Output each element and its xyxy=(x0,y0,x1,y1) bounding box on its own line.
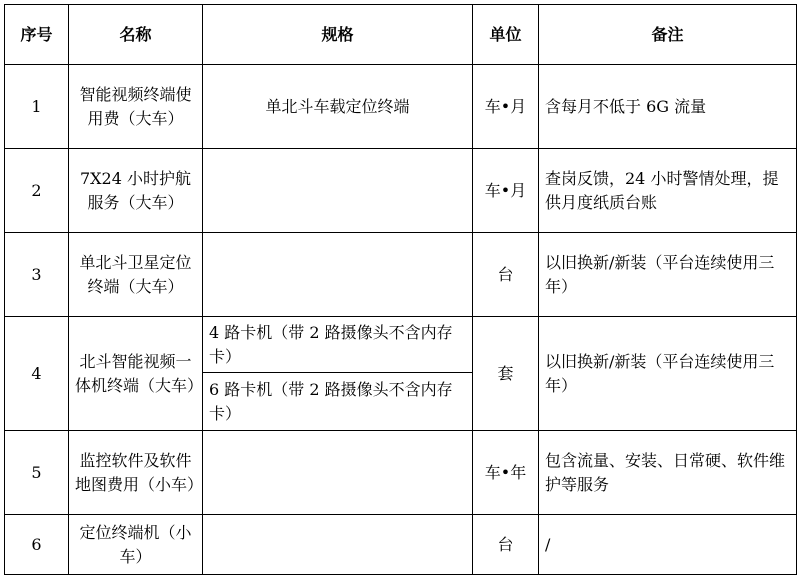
header-unit: 单位 xyxy=(473,5,539,65)
row-unit: 车•月 xyxy=(473,65,539,149)
row-seq: 6 xyxy=(5,515,69,575)
row-note: / xyxy=(539,515,797,575)
header-seq: 序号 xyxy=(5,5,69,65)
row-name: 北斗智能视频一体机终端（大车） xyxy=(69,317,203,431)
row-name: 单北斗卫星定位终端（大车） xyxy=(69,233,203,317)
row-unit: 套 xyxy=(473,317,539,431)
table-row xyxy=(5,233,797,317)
header-spec: 规格 xyxy=(203,5,473,65)
row-name: 7X24 小时护航服务（大车） xyxy=(69,149,203,233)
row-seq: 4 xyxy=(5,317,69,431)
row-seq: 5 xyxy=(5,431,69,515)
table-row xyxy=(5,431,797,515)
row-note: 以旧换新/新装（平台连续使用三年） xyxy=(539,233,797,317)
table-row xyxy=(5,515,797,575)
header-note: 备注 xyxy=(539,5,797,65)
row-spec xyxy=(203,431,473,515)
table-row xyxy=(5,317,797,373)
row-spec xyxy=(203,149,473,233)
row-name: 智能视频终端使用费（大车） xyxy=(69,65,203,149)
spec-table xyxy=(4,4,797,575)
header-row xyxy=(5,5,797,65)
row-note: 查岗反馈，24 小时警情处理，提供月度纸质台账 xyxy=(539,149,797,233)
header-name: 名称 xyxy=(69,5,203,65)
row-note: 含每月不低于 6G 流量 xyxy=(539,65,797,149)
row-unit: 车•年 xyxy=(473,431,539,515)
row-seq: 3 xyxy=(5,233,69,317)
row-spec: 4 路卡机（带 2 路摄像头不含内存卡） xyxy=(203,317,473,373)
row-unit: 台 xyxy=(473,515,539,575)
table-row xyxy=(5,65,797,149)
row-spec: 单北斗车载定位终端 xyxy=(203,65,473,149)
row-name: 监控软件及软件地图费用（小车） xyxy=(69,431,203,515)
row-spec xyxy=(203,233,473,317)
row-note: 包含流量、安装、日常硬、软件维护等服务 xyxy=(539,431,797,515)
row-note: 以旧换新/新装（平台连续使用三年） xyxy=(539,317,797,431)
row-spec-secondary: 6 路卡机（带 2 路摄像头不含内存卡） xyxy=(203,373,473,431)
row-seq: 1 xyxy=(5,65,69,149)
row-name: 定位终端机（小车） xyxy=(69,515,203,575)
row-spec xyxy=(203,515,473,575)
row-unit: 车•月 xyxy=(473,149,539,233)
table-row xyxy=(5,149,797,233)
row-unit: 台 xyxy=(473,233,539,317)
row-seq: 2 xyxy=(5,149,69,233)
